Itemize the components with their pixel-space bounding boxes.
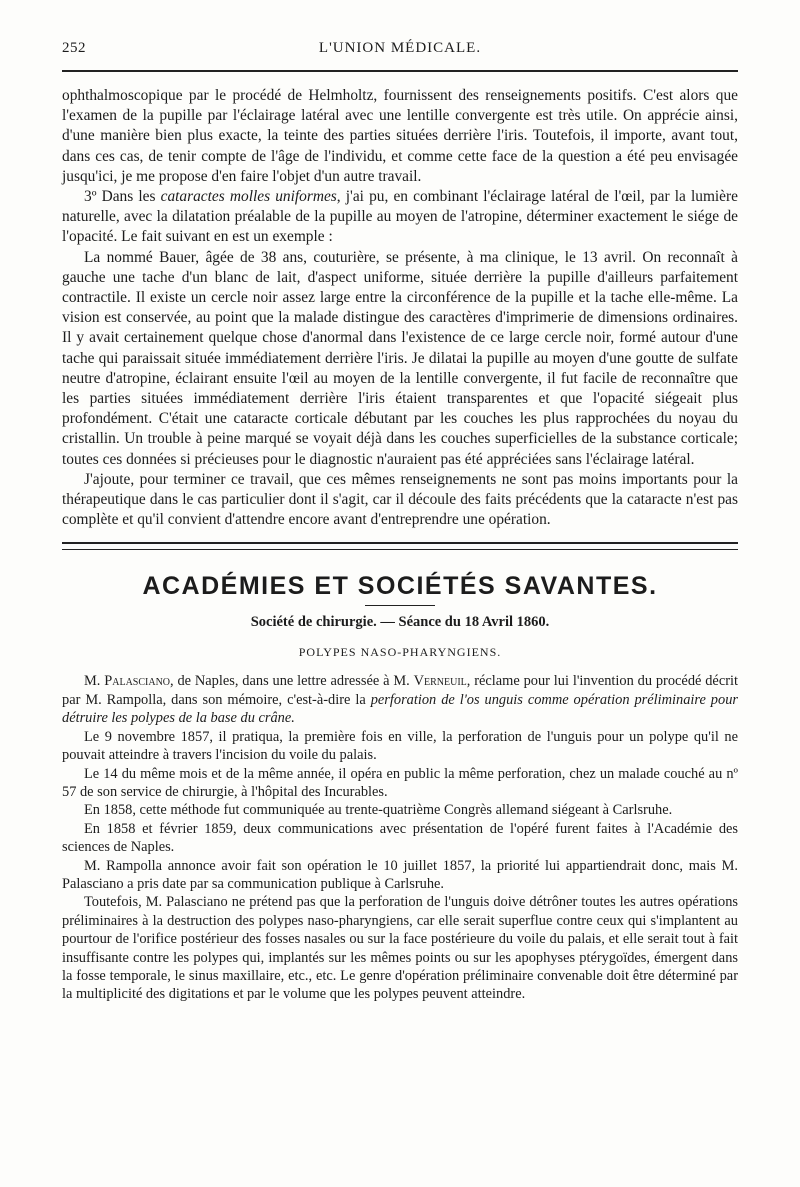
proceedings-paragraph-4: En 1858, cette méthode fut communiquée au trente-quatrième Congrès allemand siégeant à Carlsruhe. [84, 802, 673, 819]
paragraph-1-text-a: , de Naples, dans une lettre adressée à M. [170, 673, 414, 690]
proceedings-paragraph-7: Toutefois, M. Palasciano ne prétend pas que la perforation de l'unguis doive détrôner toutes les autres opérations préliminaires à la destruction des polypes naso-pharyngiens, car elle serait superflue contre ceux qui s'implantent au pourtour de l'orifice postérieur des fosses nasales ou sur la face postérieure du voile du palais, et elle serait tout à fait insuffisante contre les polypes qui, implantés sur les mêmes points ou sur les apophyses ptérygoïdes, émergent dans la fosse temporale, le sinus maxillaire, etc., etc. Le genre d'opération préliminaire convenable doit être déterminé par la multiplicité des digitations et par le volume que les polypes peuvent atteindre. [62, 894, 738, 1003]
article-paragraph-4: J'ajoute, pour terminer ce travail, que ces mêmes renseignements ne sont pas moins importants pour la thérapeutique dans le cas particulier dont il s'agit, car il découle des faits précédents que la cataracte n'est pas complète et qu'il convient d'attendre encore avant d'entreprendre une opération. [62, 470, 738, 529]
name-verneuil: Verneuil [413, 673, 467, 690]
paragraph-1-text-b: , réclame pour lui l'invention du procédé décrit par M. Rampolla, dans son mémoire, c'est-à-dire la [62, 673, 738, 708]
article-paragraph-2 [62, 187, 738, 248]
paragraph-2-start: 3º Dans les [84, 188, 161, 206]
title-rule [365, 605, 435, 606]
document-page [62, 40, 738, 1004]
paragraph-1-emphasis: perforation de l'os unguis comme opération préliminaire pour détruire les polypes de la base du crâne. [62, 691, 738, 727]
section-divider [62, 542, 738, 550]
paragraph-2-end: , j'ai pu, en combinant l'éclairage latéral de l'œil, par la lumière naturelle, avec la dilatation préalable de la pupille au moyen de l'atropine, déterminer exactement le siége de l'opacité. Le fait suivant en est un exemple : [62, 188, 738, 246]
proceedings-paragraph-2: Le 9 novembre 1857, il pratiqua, la première fois en ville, la perforation de l'unguis pour un polype qu'il ne pouvait atteindre à travers l'incision du voile du palais. [62, 728, 738, 764]
proceedings-paragraph-1 [62, 672, 738, 727]
name-palasciano: M. Palasciano [84, 673, 171, 690]
header-rule [62, 70, 738, 72]
running-head [62, 40, 738, 64]
proceedings-paragraph-3: Le 14 du même mois et de la même année, il opéra en public la même perforation, chez un malade couché au nº 57 de son service de chirurgie, à l'hôpital des Incurables. [62, 765, 738, 800]
proceedings-paragraph-6: M. Rampolla annonce avoir fait son opération le 10 juillet 1857, la priorité lui appartiendrait donc, mais M. Palasciano a pris date par sa communication publique à Carlsruhe. [62, 857, 738, 892]
paragraph-2-emphasis: cataractes molles uniformes [160, 188, 337, 206]
proceedings-paragraph-5: En 1858 et février 1859, deux communications avec présentation de l'opéré furent faites à l'Académie des sciences de Naples. [62, 820, 738, 856]
section-title: ACADÉMIES ET SOCIÉTÉS SAVANTES. [142, 572, 658, 601]
article-paragraph-3: La nommé Bauer, âgée de 38 ans, couturière, se présente, à ma clinique, le 13 avril. On reconnaît à gauche une tache d'un blanc de lait, d'aspect uniforme, située derrière la pupille d'ailleurs parfaitement contractile. Il existe un cercle noir assez large entre la circonférence de la pupille et la tache elle-même. La vision est conservée, au point que la malade distingue des caractères d'imprimerie de dimensions ordinaires. Il y avait certainement quelque chose d'anormal dans l'existence de ce large cercle noir, formé autour d'une tache qui paraissait située immédiatement derrière l'iris. Je dilatai la pupille au moyen d'une goutte de sulfate neutre d'atropine, éclairant ensuite l'œil au moyen de la lentille convergente, il fut facile de reconnaître que les parties situées immédiatement derrière l'iris étaient transparentes et que l'opacité siégeait plus profondément. C'était une cataracte corticale débutant par les couches les plus rapprochées du noyau du cristallin. Un trouble à peine marqué se voyait déjà dans les couches superficielles de la substance corticale; toutes ces données si précieuses pour le diagnostic n'auraient pas été appréciées sans l'éclairage latéral. [62, 248, 738, 468]
page-number: 252 [62, 40, 86, 56]
article-paragraph-1: ophthalmoscopique par le procédé de Helmholtz, fournissent des renseignements positifs. C'est alors que l'examen de la pupille par l'éclairage latéral avec une lentille convergente est très utile. On apprécie ainsi, d'une manière bien plus exacte, la teinte des parties situées derrière l'iris. Toutefois, il importe, avant tout, dans ces cas, de tenir compte de l'âge de l'individu, et comme cette face de la question a été peu envisagée jusqu'ici, je me propose d'en faire l'objet d'un autre travail. [62, 87, 738, 185]
subject-heading: POLYPES NASO-PHARYNGIENS. [298, 645, 502, 660]
journal-title: L'UNION MÉDICALE. [318, 40, 482, 56]
session-heading: Société de chirurgie. — Séance du 18 Avril 1860. [250, 614, 550, 631]
